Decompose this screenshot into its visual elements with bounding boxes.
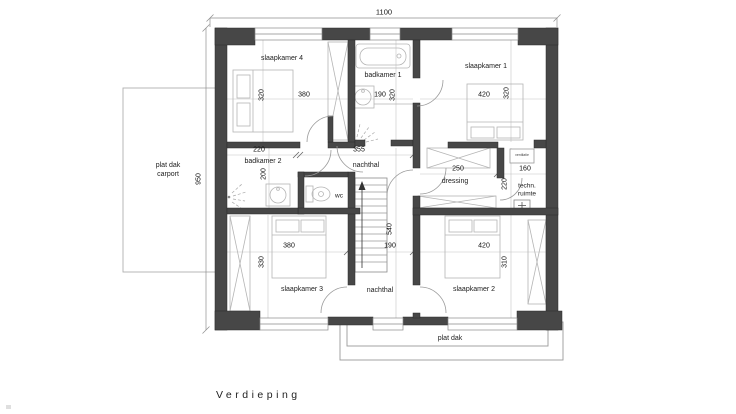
room-label-dressing: dressing xyxy=(441,178,469,186)
sink-badkamer2 xyxy=(266,184,290,206)
dim-slaapkamer1-depth: 320 xyxy=(503,87,511,99)
dim-slaapkamer4-depth: 320 xyxy=(258,89,266,101)
drawing-title: Verdieping xyxy=(216,389,301,401)
room-label-nachthal-bottom: nachthal xyxy=(366,287,394,295)
dim-dressing-width: 250 xyxy=(452,165,464,173)
bathtub xyxy=(356,44,410,68)
bed-slaapkamer2 xyxy=(445,216,500,278)
shower-head-badkamer2 xyxy=(228,196,231,199)
dim-badkamer2-depth: 200 xyxy=(260,168,268,180)
bed-slaapkamer3 xyxy=(272,216,326,278)
room-label-badkamer2: badkamer 2 xyxy=(244,158,282,166)
carport-label-line2: carport xyxy=(157,171,179,179)
room-label-slaapkamer4: slaapkamer 4 xyxy=(260,55,304,63)
dim-badkamer2-width: 220 xyxy=(253,146,265,154)
room-label-techniek-line2: ruimte xyxy=(517,190,537,198)
door-slaapkamer1 xyxy=(417,80,443,106)
shower-badkamer1 xyxy=(357,124,378,142)
wardrobe-slaapkamer2 xyxy=(528,220,546,304)
carport-outline xyxy=(123,88,217,272)
staircase xyxy=(355,178,387,272)
toilet xyxy=(306,186,330,202)
door-slaapkamer2 xyxy=(420,287,446,313)
room-label-wc: wc xyxy=(335,192,343,200)
dim-total-depth: 950 xyxy=(195,173,203,185)
carport-label-line1: plat dak xyxy=(155,162,181,170)
room-label-nachthal: nachthal xyxy=(352,162,380,170)
room-label-techniek-line1: techn. xyxy=(518,182,536,190)
shower-badkamer2 xyxy=(232,184,246,208)
wardrobe-dressing-bottom xyxy=(418,196,496,208)
dim-nachthal-width: 355 xyxy=(353,146,365,154)
dim-slaapkamer1-width: 420 xyxy=(478,91,490,99)
room-label-slaapkamer2: slaapkamer 2 xyxy=(452,286,496,294)
dim-slaapkamer3-depth: 330 xyxy=(258,256,266,268)
room-label-slaapkamer3: slaapkamer 3 xyxy=(280,286,324,294)
plat-dak-label: plat dak xyxy=(437,335,463,343)
dim-slaapkamer3-width: 380 xyxy=(283,242,295,250)
dim-badkamer1-depth: 320 xyxy=(389,89,397,101)
bed-slaapkamer1 xyxy=(467,84,523,140)
dim-nachthal-bottom-depth: 540 xyxy=(386,223,394,235)
door-nachthal xyxy=(387,170,413,196)
watermark-mark xyxy=(6,405,11,409)
room-label-slaapkamer1: slaapkamer 1 xyxy=(464,63,508,71)
dim-badkamer1-width: 190 xyxy=(374,91,386,99)
dim-techniek-width: 160 xyxy=(519,165,531,173)
wardrobe-slaapkamer3 xyxy=(230,216,250,311)
dim-slaapkamer2-depth: 310 xyxy=(501,256,509,268)
dim-nachthal-bottom-width: 190 xyxy=(384,242,396,250)
dim-slaapkamer2-width: 420 xyxy=(478,242,490,250)
door-slaapkamer3 xyxy=(321,287,347,313)
dim-total-width: 1100 xyxy=(375,7,393,17)
room-label-badkamer1: badkamer 1 xyxy=(364,72,402,80)
dim-slaapkamer4-width: 380 xyxy=(298,91,310,99)
dim-techniek-depth: 220 xyxy=(501,178,509,190)
room-label-ventilatie: ventilatie xyxy=(515,153,529,158)
